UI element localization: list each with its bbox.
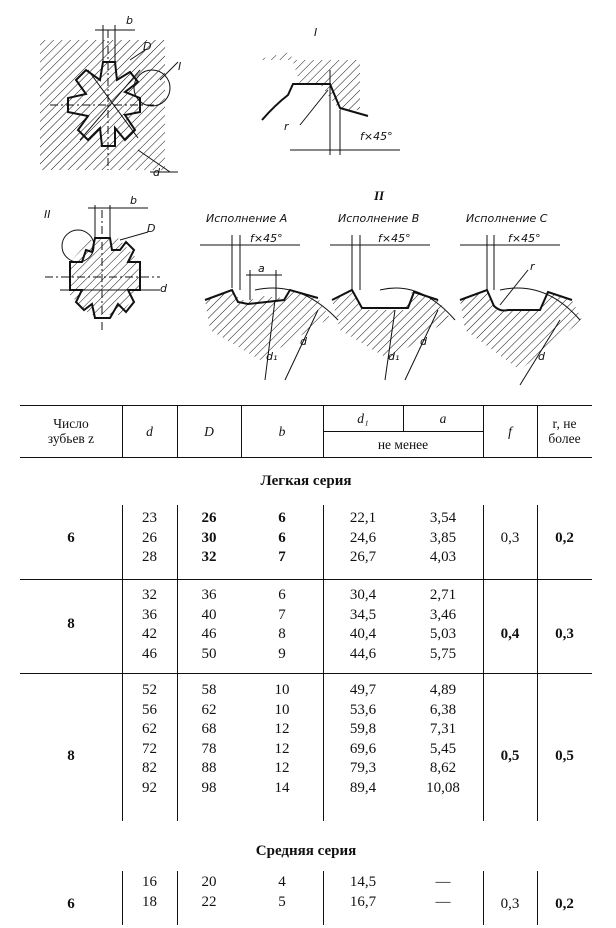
table-cell: 5,45 [429, 740, 457, 757]
header-f: f [508, 423, 512, 439]
header-d: d [146, 423, 153, 439]
col-line [323, 405, 324, 457]
dim-D-label: D [143, 40, 152, 53]
table-cell: 6 [278, 529, 286, 546]
variant-c-drawing [460, 212, 582, 385]
detail-chamfer-label: f×45° [360, 130, 393, 143]
header-split-line [323, 431, 483, 432]
table-cell: 50 [201, 645, 217, 662]
table-cell: 30 [201, 529, 217, 546]
table-cell: 26 [201, 510, 217, 526]
group-1-b [241, 509, 323, 568]
variant-b-title: Исполнение B [338, 212, 420, 225]
detail-II-label: II [44, 208, 51, 221]
table-cell: 89,4 [349, 779, 377, 796]
table-cell: 7 [278, 606, 286, 623]
group-separator [20, 579, 592, 580]
variant-a-d: d [300, 335, 307, 348]
table-cell: 40,4 [349, 626, 377, 642]
table-cell: 6 [278, 510, 286, 526]
detail-r-label: r [284, 120, 289, 133]
table-cell: 12 [274, 740, 290, 757]
header-min: не менее [377, 436, 429, 452]
table-cell: 56 [142, 701, 157, 718]
detail-I-title: I [314, 26, 318, 39]
table-cell: 2,71 [429, 587, 457, 603]
group-1-d [122, 509, 177, 568]
group-2-D [177, 586, 241, 664]
table-cell: 32 [201, 549, 217, 565]
group-4-f: 0,3 [500, 896, 520, 912]
table-cell: 92 [142, 779, 157, 796]
header-a: a [439, 410, 447, 426]
hub-section-drawing [40, 14, 181, 179]
detail-I-label: I [178, 60, 182, 73]
table-cell: 16,7 [349, 893, 377, 910]
table-cell: 20 [201, 874, 217, 890]
table-cell: 12 [274, 721, 290, 737]
group-3-d [122, 681, 177, 798]
group-4-D [177, 873, 241, 912]
table-cell: 40 [201, 606, 217, 623]
drawing-canvas [0, 0, 616, 405]
table-cell: 46 [142, 645, 157, 662]
table-cell: 53,6 [349, 701, 377, 718]
header-b: b [278, 423, 286, 439]
col-line [122, 405, 123, 457]
table-cell: 22 [201, 893, 217, 910]
shaft-D-label: D [147, 222, 156, 235]
table-cell: 3,46 [429, 606, 457, 623]
table-cell: 49,7 [349, 682, 377, 698]
shaft-section-drawing [44, 194, 168, 330]
table-cell: 72 [142, 740, 157, 757]
group-4-z: 6 [67, 896, 75, 912]
medium-series-title: Средняя серия [255, 843, 357, 859]
variant-b-d: d [420, 335, 427, 348]
table-cell: 5 [278, 893, 286, 910]
table-cell: 82 [142, 760, 157, 776]
detail-I-drawing [255, 26, 400, 155]
variant-c-d: d [538, 350, 545, 363]
group-4-a [403, 873, 483, 912]
table-cell: 98 [201, 779, 217, 796]
table-cell: 10,08 [426, 779, 460, 796]
table-cell: 23 [142, 510, 157, 526]
shaft-b-label: b [130, 194, 137, 207]
table-cell: 36 [201, 587, 217, 603]
variant-c-title: Исполнение C [466, 212, 548, 225]
table-cell: 3,54 [429, 510, 457, 526]
table-cell: 62 [201, 701, 217, 718]
shaft-d-label: d [160, 282, 167, 295]
table-cell: — [435, 874, 451, 890]
variant-c-r: r [530, 260, 535, 273]
group-1-f: 0,3 [500, 530, 520, 546]
table-cell: 30,4 [349, 587, 377, 603]
group-1-d1 [323, 509, 403, 568]
variant-a-dim-a: a [258, 262, 265, 275]
table-cell: 9 [278, 645, 286, 662]
variant-c-chamfer: f×45° [508, 232, 541, 245]
table-cell: 58 [201, 682, 217, 698]
table-cell: 26 [142, 529, 157, 546]
variant-b-chamfer: f×45° [378, 232, 411, 245]
group-1-a [403, 509, 483, 568]
variant-a-drawing [200, 212, 338, 380]
table-cell: 18 [142, 893, 157, 910]
table-cell: 62 [142, 721, 157, 737]
col-line [537, 405, 538, 457]
table-cell: 68 [201, 721, 217, 737]
header-D: D [204, 423, 214, 439]
header-teeth-line2: зубьев z [47, 431, 95, 446]
group-3-a [403, 681, 483, 798]
table-cell: 69,6 [349, 740, 377, 757]
table-cell: 59,8 [349, 721, 377, 737]
group-1-D [177, 509, 241, 568]
table-cell: 3,85 [429, 529, 457, 546]
header-teeth-line1: Число [53, 416, 89, 431]
group-2-r: 0,3 [555, 626, 574, 642]
group-3-f: 0,5 [500, 748, 520, 764]
group-2-d [122, 586, 177, 664]
table-cell: 5,75 [429, 645, 457, 662]
table-cell: 46 [201, 626, 217, 642]
spline-drawings [0, 0, 616, 405]
table-cell: 4 [278, 874, 286, 890]
table-cell: 4,03 [429, 549, 457, 565]
header-d1: d₁ [357, 410, 369, 426]
col-line [177, 405, 178, 457]
group-3-D [177, 681, 241, 798]
group-2-d1 [323, 586, 403, 664]
table-cell: 34,5 [349, 606, 377, 623]
group-2-z: 8 [67, 616, 75, 632]
group-1-r: 0,2 [555, 530, 574, 546]
table-cell: 28 [142, 549, 157, 565]
variant-a-d1: d₁ [266, 350, 278, 363]
col-line [483, 405, 484, 457]
group-3-b [241, 681, 323, 798]
group-3-z: 8 [67, 748, 75, 764]
table-cell: 32 [142, 587, 157, 603]
header-teeth-count [20, 405, 122, 457]
table-cell: 78 [201, 740, 217, 757]
table-cell: 52 [142, 682, 157, 698]
header-r-line1: r, не [552, 416, 577, 431]
table-cell: 22,1 [349, 510, 377, 526]
table-cell: 7 [278, 549, 286, 565]
table-cell: 7,31 [429, 721, 457, 737]
table-cell: — [435, 893, 451, 910]
variant-b-d1: d₁ [388, 350, 400, 363]
group-4-d [122, 873, 177, 912]
table-cell: 14,5 [349, 874, 377, 890]
table-cell: 14 [274, 779, 290, 796]
table-cell: 6,38 [429, 701, 457, 718]
dim-d-label: d [153, 166, 160, 179]
table-cell: 88 [201, 760, 217, 776]
group-2-b [241, 586, 323, 664]
detail-II-title: II [374, 188, 385, 203]
table-cell: 8 [278, 626, 286, 642]
group-4-b [241, 873, 323, 912]
group-2-a [403, 586, 483, 664]
table-cell: 42 [142, 626, 157, 642]
variant-a-chamfer: f×45° [250, 232, 283, 245]
table-cell: 12 [274, 760, 290, 776]
table-cell: 26,7 [349, 549, 377, 565]
table-cell: 36 [142, 606, 157, 623]
table-cell: 24,6 [349, 529, 377, 546]
group-4-r: 0,2 [555, 896, 574, 912]
table-cell: 5,03 [429, 626, 457, 642]
spline-dimension-table [20, 405, 592, 925]
table-cell: 79,3 [349, 760, 377, 776]
table-cell: 4,89 [429, 682, 457, 698]
group-2-f: 0,4 [500, 626, 520, 642]
header-r-line2: более [548, 431, 581, 446]
table-cell: 6 [278, 587, 286, 603]
header-bottom-border [20, 457, 592, 458]
table-cell: 10 [274, 682, 290, 698]
table-cell: 10 [274, 701, 290, 718]
variant-b-drawing [330, 212, 455, 380]
table-cell: 8,62 [429, 760, 457, 776]
col-line [241, 405, 242, 457]
group-4-d1 [323, 873, 403, 912]
table-cell: 16 [142, 874, 157, 890]
variant-a-title: Исполнение A [206, 212, 288, 225]
light-series-title: Легкая серия [260, 473, 352, 489]
group-3-r: 0,5 [555, 748, 574, 764]
table-cell: 44,6 [349, 645, 377, 662]
dim-b-label: b [126, 14, 133, 27]
group-1-z: 6 [67, 530, 75, 546]
header-r [537, 405, 592, 457]
group-3-d1 [323, 681, 403, 798]
group-separator [20, 673, 592, 674]
col-line [403, 405, 404, 431]
